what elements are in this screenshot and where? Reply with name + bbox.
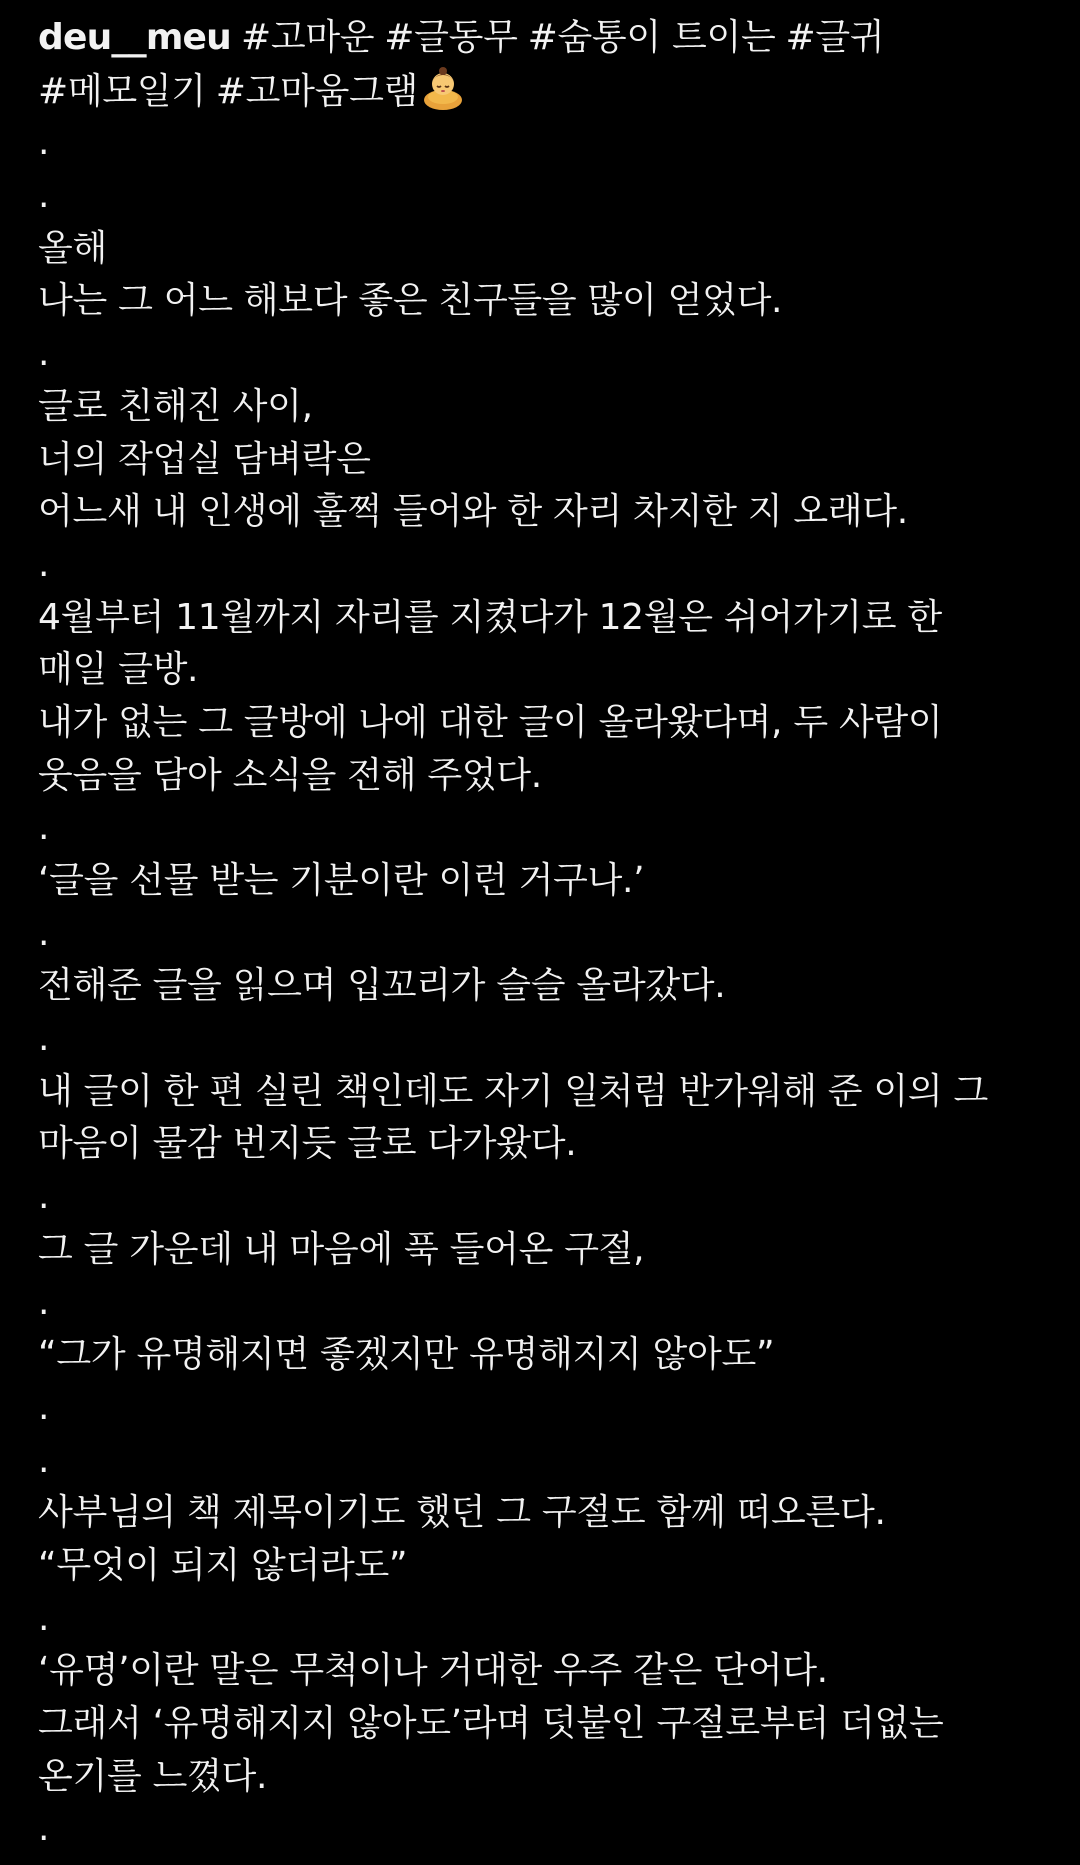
caption-dot-separator: . xyxy=(38,807,50,849)
post-caption xyxy=(38,12,1048,1856)
caption-dot-separator: . xyxy=(38,1176,50,1218)
caption-line: 올해 xyxy=(38,227,107,269)
caption-line: 그 글 가운데 내 마음에 푹 들어온 구절, xyxy=(38,1228,645,1270)
caption-dot-separator: . xyxy=(38,1386,50,1428)
caption-dot-separator: . xyxy=(38,175,50,217)
hashtag-link[interactable]: #고마운 xyxy=(240,17,375,58)
caption-line: ‘글을 선물 받는 기분이란 이런 거구나.’ xyxy=(38,860,645,901)
caption-line: 웃음을 담아 소식을 전해 주었다. xyxy=(38,754,542,796)
caption-dot-separator: . xyxy=(38,1439,50,1481)
caption-line: 마음이 물감 번지듯 글로 다가왔다. xyxy=(38,1123,577,1165)
caption-dot-separator: . xyxy=(38,333,50,375)
caption-line: 너의 작업실 담벼락은 xyxy=(38,438,371,480)
caption-dot-separator: . xyxy=(38,1597,50,1639)
caption-line: 전해준 글을 읽으며 입꼬리가 슬슬 올라갔다. xyxy=(38,965,726,1007)
hashtag-link[interactable]: #글동무 xyxy=(384,17,518,58)
bowing-person-emoji-icon xyxy=(420,65,466,111)
caption-line: “무엇이 되지 않더라도” xyxy=(38,1544,408,1586)
hashtag-link[interactable]: #글귀 xyxy=(785,17,885,58)
caption-body xyxy=(38,117,1048,1856)
caption-dot-separator: . xyxy=(38,543,50,585)
caption-line: 사부님의 책 제목이기도 했던 그 구절도 함께 떠오른다. xyxy=(38,1492,886,1534)
hashtag-link[interactable]: #숨통이 트이는 xyxy=(527,17,776,58)
caption-line: 나는 그 어느 해보다 좋은 친구들을 많이 얻었다. xyxy=(38,280,783,322)
caption-line: 그래서 ‘유명해지지 않아도’라며 덧붙인 구절로부터 더없는 xyxy=(38,1703,944,1744)
hashtag-link[interactable]: #메모일기 xyxy=(38,70,206,112)
caption-line: 4월부터 11월까지 자리를 지켰다가 12월은 쉬어가기로 한 xyxy=(38,596,942,638)
caption-dot-separator: . xyxy=(38,912,50,954)
caption-line: 매일 글방. xyxy=(38,649,199,691)
caption-line: ‘유명’이란 말은 무척이나 거대한 우주 같은 단어다. xyxy=(38,1650,828,1692)
caption-line: 내 글이 한 편 실린 책인데도 자기 일처럼 반가워해 준 이의 그 xyxy=(38,1070,989,1112)
caption-header-line-2 xyxy=(38,65,1048,118)
caption-line: 글로 친해진 사이, xyxy=(38,385,313,427)
caption-line: 내가 없는 그 글방에 나에 대한 글이 올라왔다며, 두 사람이 xyxy=(38,701,943,743)
caption-line: “그가 유명해지면 좋겠지만 유명해지지 않아도” xyxy=(38,1334,775,1376)
caption-line: 어느새 내 인생에 훌쩍 들어와 한 자리 차지한 지 오래다. xyxy=(38,491,908,533)
hashtag-link[interactable]: #고마움그램 xyxy=(215,70,419,112)
caption-dot-separator: . xyxy=(38,122,50,164)
caption-dot-separator: . xyxy=(38,1281,50,1323)
caption-dot-separator: . xyxy=(38,1808,50,1850)
caption-header-line-1 xyxy=(38,12,1048,65)
caption-line: 온기를 느꼈다. xyxy=(38,1755,268,1797)
caption-dot-separator: . xyxy=(38,1018,50,1060)
username-link[interactable]: deu__meu xyxy=(38,17,231,58)
